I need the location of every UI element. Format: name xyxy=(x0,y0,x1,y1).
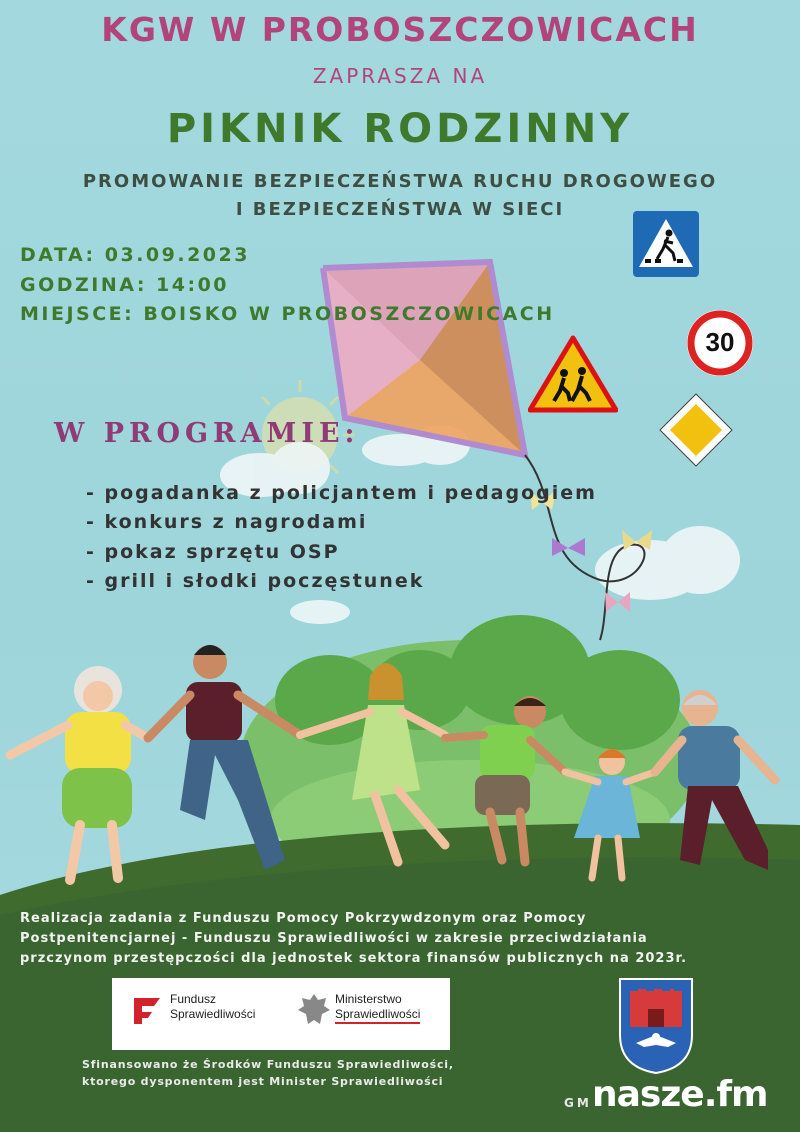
program-item: - pokaz sprzętu OSP xyxy=(86,541,340,563)
speed-limit-value: 30 xyxy=(705,327,735,357)
program-item: - grill i słodki poczęstunek xyxy=(86,570,425,592)
funding-text-line-1: Realizacja zadania z Funduszu Pomocy Pokrzywdzonym oraz Pomocy xyxy=(20,911,587,926)
program-item: - pogadanka z policjantem i pedagogiem xyxy=(86,482,597,504)
funding-text-line-2: Postpenitencjarnej - Funduszu Sprawiedliwości w zakresie przeciwdziałania xyxy=(20,931,648,946)
watermark-logo: nasze.fm xyxy=(592,1074,768,1115)
ministerstwo-logo-text: Ministerstwo Sprawiedliwości xyxy=(335,992,420,1024)
invite-text: ZAPRASZA NA xyxy=(312,64,488,88)
grandma-figure xyxy=(10,666,148,880)
event-time: GODZINA: 14:00 xyxy=(20,274,230,296)
sponsor-logos xyxy=(112,978,450,1050)
event-date: DATA: 03.09.2023 xyxy=(20,244,250,266)
eagle-icon xyxy=(296,990,332,1030)
financed-text-line-2: ktorego dysponentem jest Minister Sprawiedliwości xyxy=(82,1075,444,1088)
program-heading: W PROGRAMIE: xyxy=(54,418,360,449)
event-place: MIEJSCE: BOISKO W PROBOSZCZOWICACH xyxy=(20,303,555,325)
funding-text-line-3: przczynom przestępczości dla jednostek sektora finansów publicznych na 2023r. xyxy=(20,951,688,966)
coat-of-arms-icon xyxy=(616,975,696,1075)
subtitle-line-2: I BEZPIECZEŃSTWA W SIECI xyxy=(235,199,565,220)
fundusz-logo-text: Fundusz Sprawiedliwości xyxy=(170,992,256,1021)
program-item: - konkurs z nagrodami xyxy=(86,511,368,533)
subtitle-line-1: PROMOWANIE BEZPIECZEŃSTWA RUCHU DROGOWEGO xyxy=(82,171,718,192)
event-title: PIKNIK RODZINNY xyxy=(166,106,634,152)
financed-text-line-1: Sfinansowano że Środków Funduszu Sprawiedliwości, xyxy=(82,1058,454,1071)
gmina-label: GM xyxy=(564,1096,592,1110)
fundusz-logo-icon xyxy=(130,992,166,1028)
organizer-name: KGW W PROBOSZCZOWICACH xyxy=(101,10,699,49)
